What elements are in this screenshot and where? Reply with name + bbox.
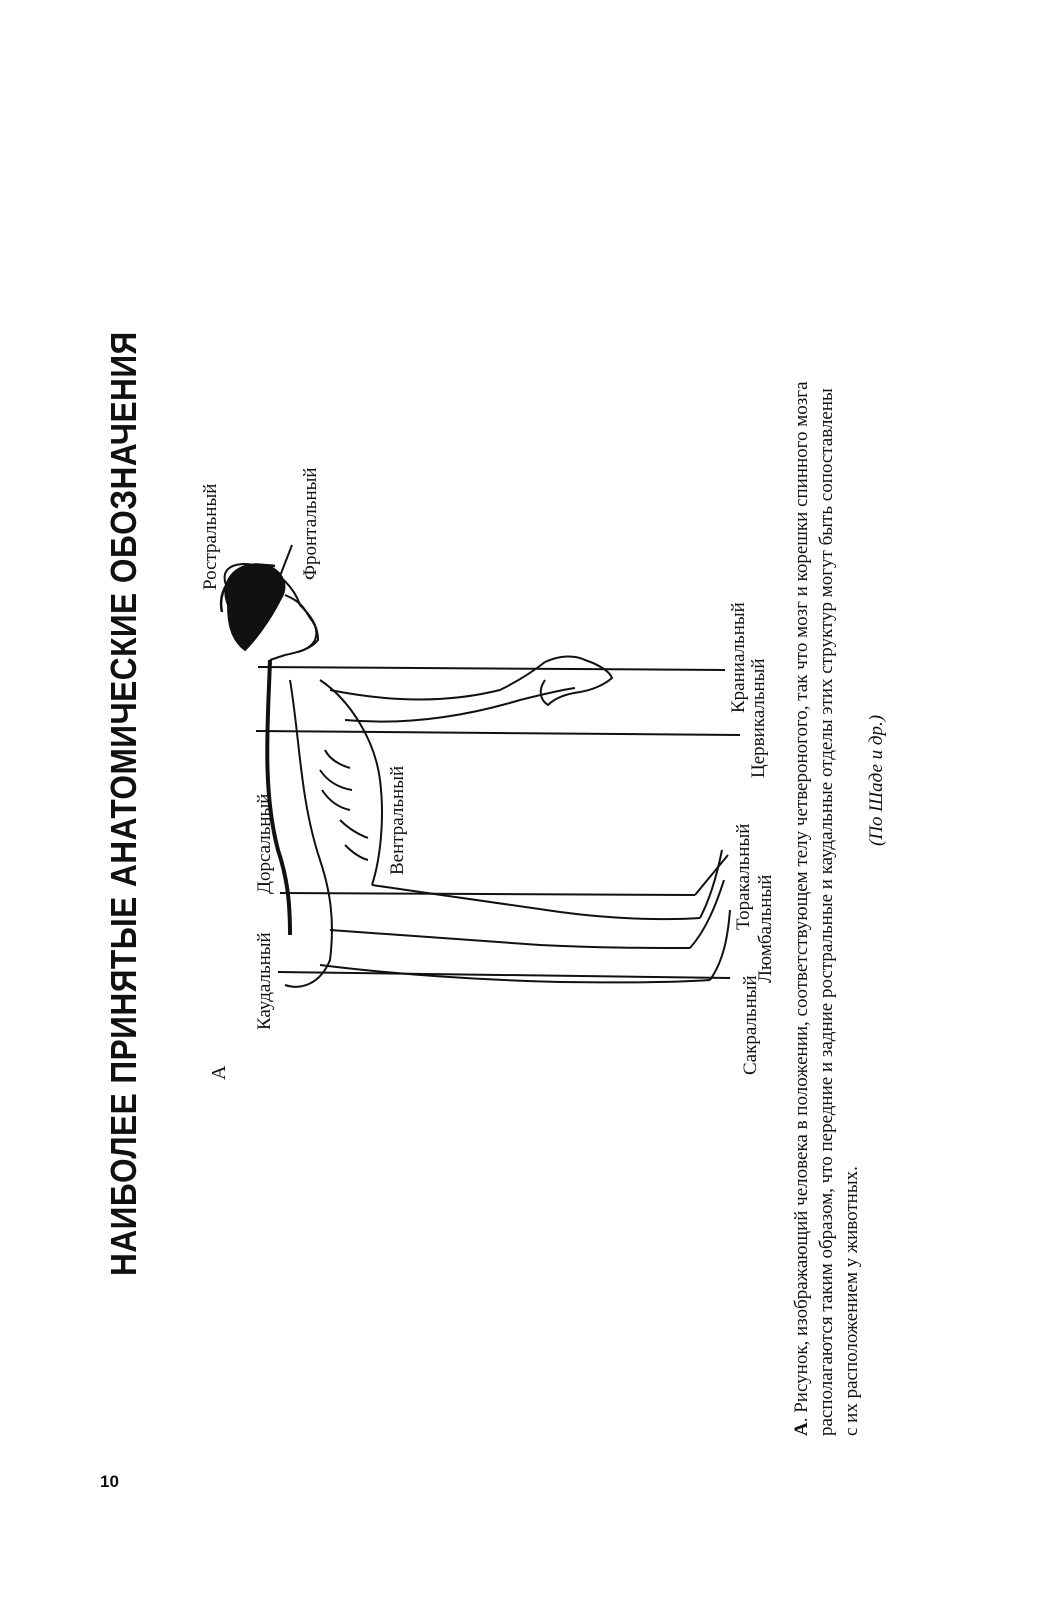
figure-letter: А [208, 1065, 230, 1080]
caption-line-2: располагаются таким образом, что передние и задние ростральные и каудальные отделы этих структур могут быть сопоставлены [816, 388, 837, 1436]
caption-line-1 [792, 381, 812, 1436]
page-number: 10 [100, 1472, 119, 1491]
leg-upper [372, 885, 700, 919]
label-ventral: Вентральный [387, 765, 408, 875]
label-thoracic: Торакальный [733, 823, 754, 930]
thoracic-line [280, 893, 695, 895]
label-sacral: Сакральный [740, 975, 761, 1075]
label-frontal: Фронтальный [300, 467, 321, 580]
leg-mid [330, 930, 690, 948]
torso-back [285, 680, 332, 987]
sacral-line [278, 972, 730, 978]
frontal-arrow [280, 545, 292, 576]
hand [541, 656, 612, 705]
face-profile [285, 595, 316, 652]
page-title: НАИБОЛЕЕ ПРИНЯТЫЕ АНАТОМИЧЕСКИЕ ОБОЗНАЧЕНИЯ [103, 331, 144, 1276]
label-cervical: Цервикальный [748, 658, 769, 778]
label-caudal: Каудальный [254, 932, 275, 1030]
cranial-line [258, 667, 725, 670]
feet [690, 850, 730, 980]
label-cranial: Краниальный [728, 602, 749, 713]
caption-lead: А [791, 1422, 812, 1436]
caption-text-1: . Рисунок, изображающий человека в положении, соответствующем телу четвероногого, так что мозг и корешки спинного мозга [791, 381, 812, 1423]
label-dorsal: Дорсальный [254, 793, 275, 894]
label-rostral: Ростральный [200, 483, 221, 590]
torso-front [320, 680, 382, 885]
cervical-line [256, 731, 740, 735]
label-lumbar: Люмбальный [755, 874, 776, 983]
figure-credit: (По Шаде и др.) [866, 714, 887, 846]
caption-line-3: с их расположением у животных. [841, 1166, 862, 1436]
